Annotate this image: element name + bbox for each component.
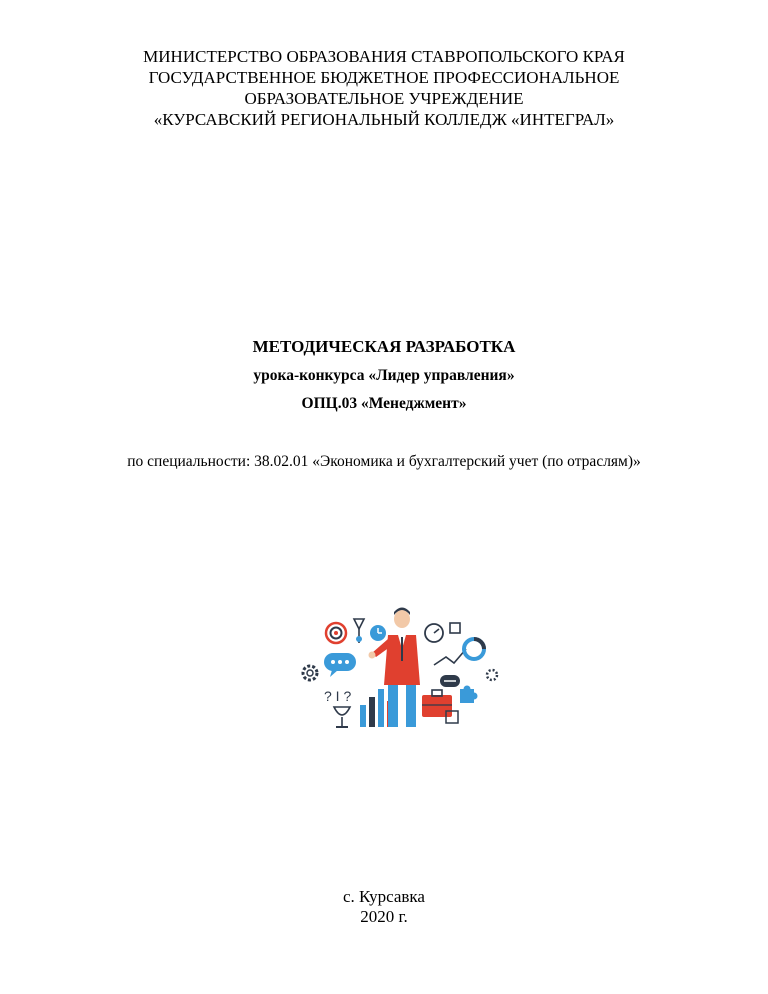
header-line-institution-type: ГОСУДАРСТВЕННОЕ БЮДЖЕТНОЕ ПРОФЕССИОНАЛЬНОЕ [148, 68, 620, 87]
message-icon [440, 675, 460, 687]
document-footer [0, 887, 768, 927]
leader-illustration-icon [294, 603, 506, 733]
funnel-icon [354, 619, 364, 643]
document-title-block [0, 337, 768, 414]
briefcase-icon [422, 690, 452, 717]
stopwatch-icon [425, 624, 443, 642]
target-icon [326, 623, 346, 643]
growth-line-icon [434, 649, 466, 665]
puzzle-icon [460, 686, 478, 704]
management-leader-illustration [294, 603, 506, 733]
footer-place: с. Курсавка [343, 887, 425, 906]
header-line-ministry: МИНИСТЕРСТВО ОБРАЗОВАНИЯ СТАВРОПОЛЬСКОГО КРАЯ [143, 47, 625, 66]
svg-text:? I ?: ? I ? [324, 688, 352, 704]
footer-year: 2020 г. [360, 907, 408, 926]
small-gear-icon [487, 670, 497, 680]
question-icon [324, 688, 351, 704]
header-line-college-name: «КУРСАВСКИЙ РЕГИОНАЛЬНЫЙ КОЛЛЕДЖ «ИНТЕГРАЛ» [153, 110, 615, 129]
institution-header [0, 46, 768, 130]
document-title: МЕТОДИЧЕСКАЯ РАЗРАБОТКА [252, 337, 516, 356]
course-code: ОПЦ.03 «Менеджмент» [301, 395, 467, 412]
gear-icon [303, 666, 317, 680]
trophy-icon [334, 707, 350, 727]
header-line-institution-type-cont: ОБРАЗОВАТЕЛЬНОЕ УЧРЕЖДЕНИЕ [244, 89, 524, 108]
specialty-line: по специальности: 38.02.01 «Экономика и бухгалтерский учет (по отраслям)» [127, 453, 641, 470]
pie-chart-icon [464, 639, 484, 659]
chat-bubble-icon [324, 653, 356, 677]
document-icon [450, 623, 460, 633]
document-subtitle: урока-конкурса «Лидер управления» [253, 367, 515, 384]
clock-icon [370, 625, 386, 641]
